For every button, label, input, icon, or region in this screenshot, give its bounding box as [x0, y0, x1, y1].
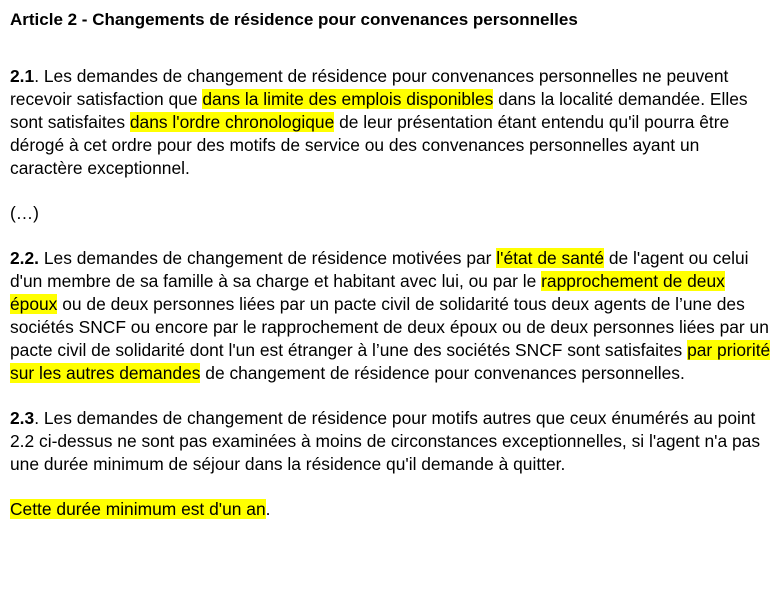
- paragraph-text: (…): [10, 203, 39, 223]
- article-title: Article 2 - Changements de résidence pour convenances personnelles: [10, 10, 578, 29]
- paragraph-text: de l'agent ou celui d'un membre de sa famille à sa charge et habitant avec lui, ou par le: [10, 248, 749, 291]
- highlighted-text: dans l'ordre chronologique: [129, 112, 335, 132]
- paragraph-text: de changement de résidence pour convenances personnelles.: [200, 363, 685, 383]
- highlighted-text: Cette durée minimum est d'un an: [10, 499, 266, 519]
- paragraph-text: ou de deux personnes liées par un pacte civil de solidarité tous deux agents de l’une des sociétés SNCF ou encore par le rapprochement de deux époux ou de deux personnes liées par un pacte civil de solidarité dont l'un est étranger à l’une des sociétés SNCF sont satisfaites: [10, 294, 769, 360]
- paragraph-2-2: [10, 247, 772, 385]
- paragraph-text: Les demandes de changement de résidence motivées par: [39, 248, 497, 268]
- highlighted-text: par priorité sur les autres demandes: [10, 340, 771, 383]
- paragraph-number: 2.2.: [10, 248, 40, 268]
- highlighted-text: dans la limite des emplois disponibles: [202, 89, 494, 109]
- paragraph-text: .: [265, 499, 271, 519]
- document: [10, 9, 772, 543]
- paragraph-duration: [10, 498, 772, 521]
- omission-marker: [10, 202, 772, 225]
- paragraph-text: dans la localité demandée. Elles sont satisfaites: [10, 89, 748, 132]
- paragraph-2-3: [10, 407, 772, 476]
- paragraph-text: . Les demandes de changement de résidence pour motifs autres que ceux énumérés au point 2.2 ci-dessus ne sont pas examinées à moins de circonstances exceptionnelles, si l'agent n'a pas une durée minimum de séjour dans la résidence qu'il demande à quitter.: [10, 408, 761, 474]
- paragraph-2-1: [10, 65, 772, 180]
- paragraph-text: de leur présentation étant entendu qu'il pourra être dérogé à cet ordre pour des motifs de service ou des convenances personnelles ayant un caractère exceptionnel.: [10, 112, 730, 178]
- highlighted-text: rapprochement de deux époux: [10, 271, 725, 314]
- highlighted-text: l'état de santé: [496, 248, 605, 268]
- paragraph-text: . Les demandes de changement de résidence pour convenances personnelles ne peuvent recevoir satisfaction que: [10, 66, 729, 109]
- paragraph-number: 2.1: [10, 66, 35, 86]
- paragraph-number: 2.3: [10, 408, 35, 428]
